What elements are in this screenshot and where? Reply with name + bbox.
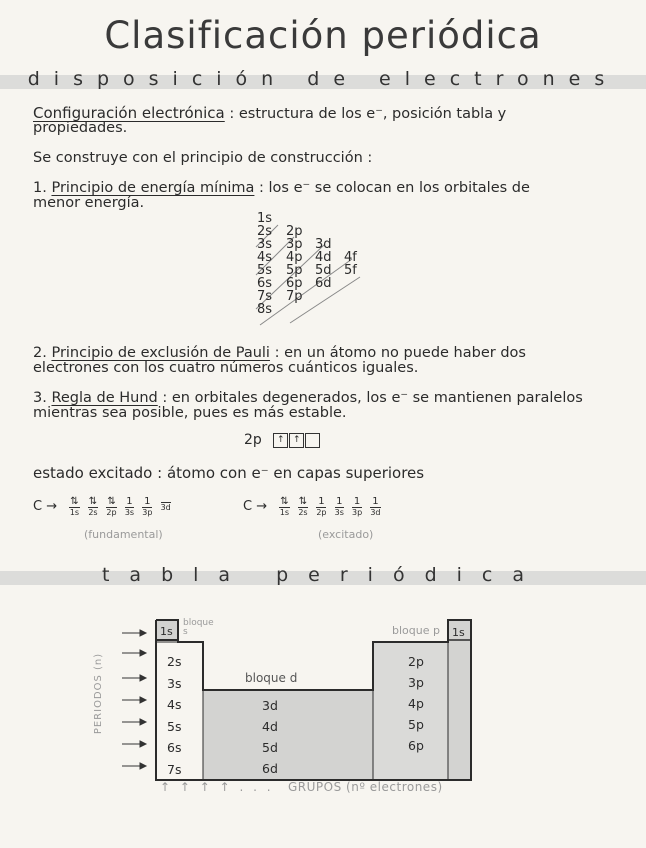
cell-1s-right: 1s — [452, 626, 465, 639]
cell-1s-left: 1s — [160, 625, 173, 638]
periods-label: PERIODOS (n) — [93, 652, 105, 735]
orbital-column-p: 2p 3p 4p 5p 6p 7p — [286, 224, 303, 304]
page-title: Clasificación periódica — [104, 14, 542, 57]
excited-def: : átomo con e⁻ en capas superiores — [157, 464, 425, 482]
principle2-term: Principio de exclusión de Pauli — [51, 345, 270, 361]
hund-label: 2p — [244, 432, 262, 448]
principle3-line2: mientras sea posible, pues es más estable. — [33, 405, 347, 421]
principle1-line1 — [33, 180, 530, 196]
principle3-line1: 3. Regla de Hund : en orbitales degenerados, los e⁻ se mantienen paralelos — [33, 390, 583, 406]
d-block-column: 3d 4d 5d 6d — [262, 698, 278, 776]
principle3-term: Regla de Hund — [51, 390, 158, 406]
section-header-electrons: disposición de electrones — [27, 68, 619, 90]
principle3-text: : en orbitales degenerados, los e⁻ se mantienen paralelos — [162, 390, 583, 406]
principle1-num: 1. — [33, 180, 47, 196]
construction-text: Se construye con el principio de construcción : — [33, 150, 373, 166]
excited-line — [33, 464, 424, 482]
config-ground: C → $\frac{⇅}{1s}$ $\frac{⇅}{2s}$ $\frac{⇅}{2p}$ $\frac{1}{3s}$ $\frac{1}{3p}$ 3d — [33, 496, 171, 517]
section-header-table: tabla periódica — [101, 564, 544, 586]
orbital-column-s: 1s 2s 3s 4s 5s 6s 7s 8s — [257, 211, 273, 317]
principle1-line2: menor energía. — [33, 195, 145, 211]
principle2-line1: 2. Principio de exclusión de Pauli : en un átomo no puede haber dos — [33, 345, 526, 361]
orbital-column-d: 3d 4d 5d 6d — [315, 237, 332, 291]
orbital-box — [305, 433, 320, 448]
groups-arrows: ↑ ↑ ↑ ↑ . . . — [160, 780, 274, 794]
intro-term: Configuración electrónica — [33, 104, 225, 122]
orbital-box: ↑ — [273, 433, 288, 448]
excited-term: estado excitado — [33, 464, 153, 482]
bloque-d-label: bloque d — [245, 671, 298, 685]
p-block-column: 2p 3p 4p 5p 6p — [408, 654, 424, 753]
intro-def-line2: propiedades. — [33, 120, 128, 136]
s-block-column: 2s 3s 4s 5s 6s 7s — [167, 654, 182, 777]
caption-ground: (fundamental) — [84, 528, 163, 541]
groups-label: GRUPOS (nº electrones) — [288, 780, 443, 794]
principle2-line2: electrones con los cuatro números cuánticos iguales. — [33, 360, 419, 376]
principle1-term: Principio de energía mínima — [51, 180, 255, 196]
intro-def-line1: : estructura de los e⁻, posición tabla y — [229, 106, 507, 122]
principle1-text: : los e⁻ se colocan en los orbitales de — [259, 180, 530, 196]
config-excited: C → $\frac{⇅}{1s}$ $\frac{⇅}{2s}$ $\frac{1}{2p}$ $\frac{1}{3s}$ $\frac{1}{3p}$ $\frac{1}{3d}$ — [243, 496, 381, 517]
bloque-p-label: bloque p — [392, 624, 440, 637]
hund-example — [244, 432, 320, 448]
orbital-box: ↑ — [289, 433, 304, 448]
orbital-column-f: 4f 5f — [344, 250, 357, 278]
caption-excited: (excitado) — [318, 528, 374, 541]
principle2-text: : en un átomo no puede haber dos — [274, 345, 526, 361]
bloque-s-label: bloque s — [183, 618, 214, 637]
